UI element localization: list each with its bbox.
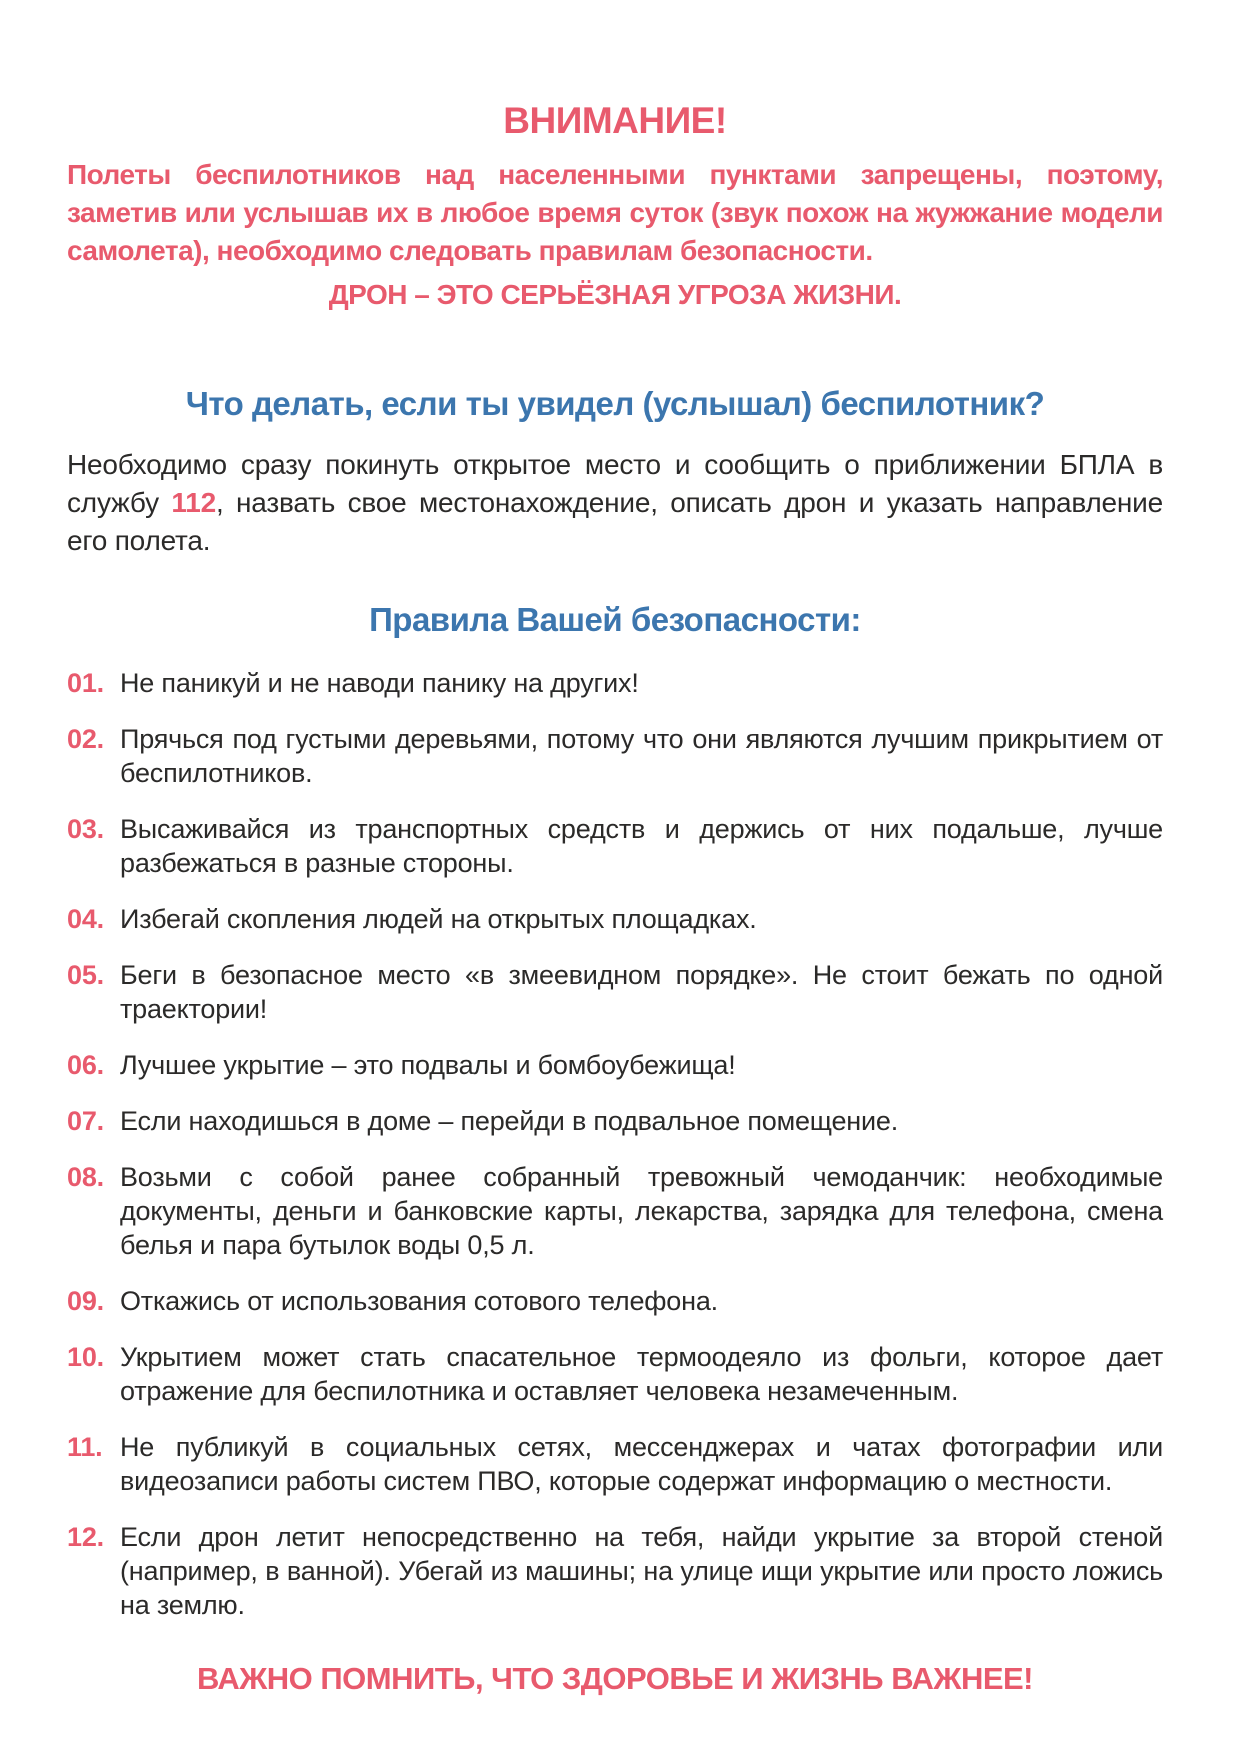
rule-number: 10. [67,1342,104,1372]
rule-text: Избегай скопления людей на открытых площадках. [120,904,757,934]
rule-number: 06. [67,1050,104,1080]
rule-text: Высаживайся из транспортных средств и держись от них подальше, лучше разбежаться в разные стороны. [120,814,1163,878]
rule-item [67,1104,1163,1138]
rule-number: 09. [67,1286,104,1316]
attention-title: ВНИМАНИЕ! [503,100,727,141]
rule-number: 05. [67,960,104,990]
safety-rules-list [67,666,1163,1622]
drone-threat-tagline: ДРОН – ЭТО СЕРЬЁЗНАЯ УГРОЗА ЖИЗНИ. [328,279,902,310]
emergency-number-112: 112 [171,487,216,518]
rule-item [67,902,1163,936]
rule-item [67,1048,1163,1082]
rule-item [67,1160,1163,1262]
rule-item [67,812,1163,880]
rule-text: Беги в безопасное место «в змеевидном порядке». Не стоит бежать по одной траектории! [120,960,1163,1024]
rule-text: Откажись от использования сотового телефона. [120,1286,718,1316]
rule-item [67,722,1163,790]
rule-number: 01. [67,668,104,698]
rule-number: 08. [67,1162,104,1192]
rule-item [67,1430,1163,1498]
safety-rules-heading: Правила Вашей безопасности: [369,601,861,638]
rule-item [67,1520,1163,1622]
rule-number: 12. [67,1522,104,1552]
attention-body-text: Полеты беспилотников над населенными пунктами запрещены, поэтому, заметив или услышав их в любое время суток (звук похож на жужжание модели самолета), необходимо следовать правилам безопасности. [67,159,1163,266]
what-to-do-text-before: Необходимо сразу покинуть открытое место и сообщить о приближении БПЛА в службу [67,449,1163,518]
rule-text: Если дрон летит непосредственно на тебя, найди укрытие за второй стеной (например, в ванной). Убегай из машины; на улице ищи укрытие или просто ложись на землю. [120,1522,1163,1620]
rule-number: 04. [67,904,104,934]
rule-number: 11. [67,1432,103,1462]
rule-number: 07. [67,1106,104,1136]
rule-text: Возьми с собой ранее собранный тревожный чемоданчик: необходимые документы, деньги и банковские карты, лекарства, зарядка для телефона, смена белья и пара бутылок воды 0,5 л. [120,1162,1163,1260]
rule-number: 03. [67,814,104,844]
rule-number: 02. [67,724,104,754]
rule-item [67,1340,1163,1408]
rule-item [67,666,1163,700]
what-to-do-heading: Что делать, если ты увидел (услышал) беспилотник? [185,385,1045,422]
rule-text: Прячься под густыми деревьями, потому что они являются лучшим прикрытием от беспилотников. [120,724,1163,788]
rule-text: Укрытием может стать спасательное термоодеяло из фольги, которое дает отражение для беспилотника и оставляет человека незамеченным. [120,1342,1163,1406]
rule-item [67,958,1163,1026]
rule-text: Не публикуй в социальных сетях, мессенджерах и чатах фотографии или видеозаписи работы систем ПВО, которые содержат информацию о местности. [120,1432,1163,1496]
what-to-do-text-after: , назвать свое местонахождение, описать дрон и указать направление его полета. [67,487,1163,556]
rule-text: Не паникуй и не наводи панику на других! [120,668,639,698]
rule-text: Если находишься в доме – перейди в подвальное помещение. [120,1106,898,1136]
footer-slogan: ВАЖНО ПОМНИТЬ, ЧТО ЗДОРОВЬЕ И ЖИЗНЬ ВАЖНЕЕ! [196,1661,1034,1696]
what-to-do-paragraph [67,446,1163,560]
rule-text: Лучшее укрытие – это подвалы и бомбоубежища! [120,1050,736,1080]
rule-item [67,1284,1163,1318]
